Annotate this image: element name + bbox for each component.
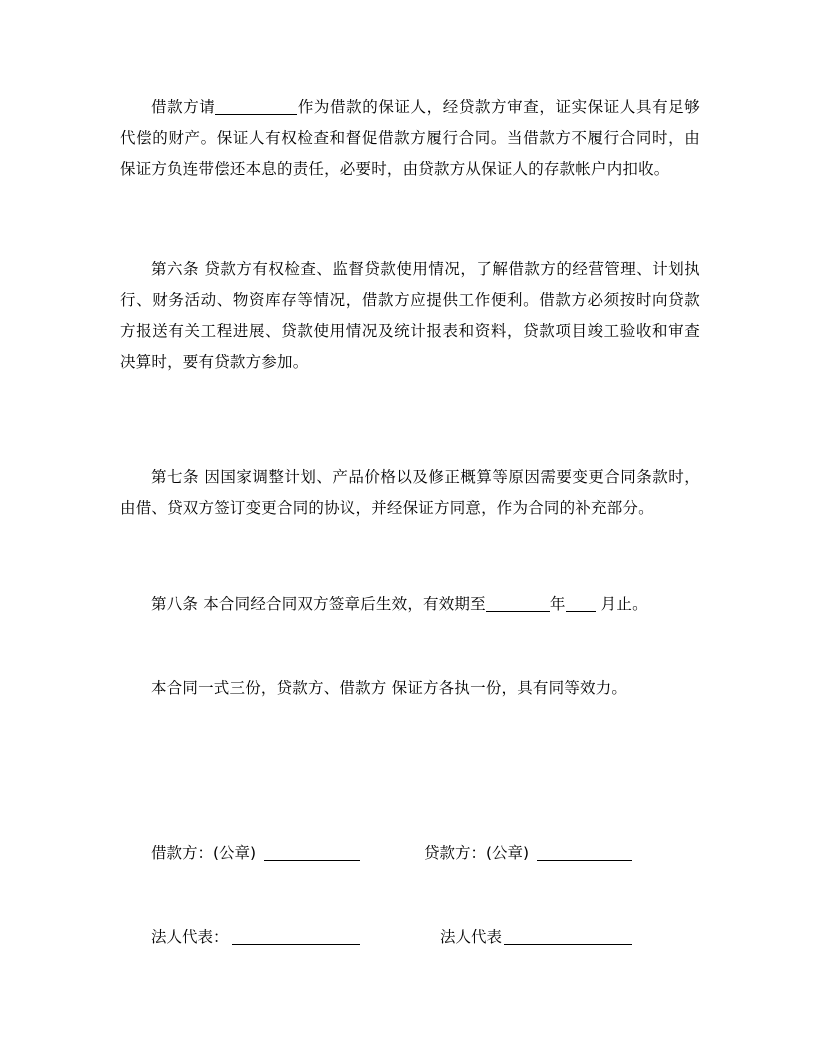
article-6: 第六条 贷款方有权检查、监督贷款使用情况，了解借款方的经营管理、计划执行、财务活动、物资库存等情况，借款方应提供工作便利。借款方必须按时向贷款方报送有关工程进展、贷款使用情况及统计报表和资料，贷款项目竣工验收和审查决算时，要有贷款方参加。 — [120, 260, 700, 371]
guarantor-text-rest: 作为借款的保证人，经贷款方审查，证实保证人具有足够代偿的财产。保证人有权检查和督促借款方履行合同。当借款方不履行合同时，由保证方负连带偿还本息的责任，必要时，由贷款方从保证人的存款帐户内扣收。 — [120, 98, 700, 178]
borrower-rep-line — [232, 944, 360, 945]
article-7: 第七条 因国家调整计划、产品价格以及修正概算等原因需要变更合同条款时，由借、贷双方签订变更合同的协议，并经保证方同意，作为合同的补充部分。 — [120, 468, 700, 517]
lender-seal-line — [537, 860, 632, 861]
year-label: 年 — [549, 595, 566, 613]
lender-rep-line — [504, 944, 632, 945]
guarantor-name-blank — [215, 96, 297, 115]
lender-seal-label: 贷款方：(公章) — [424, 844, 530, 862]
expiry-year-blank — [486, 593, 550, 612]
borrower-rep-label: 法人代表： — [151, 928, 229, 946]
lender-rep-label: 法人代表 — [440, 928, 503, 946]
article-8-text: 第八条 本合同经合同双方签章后生效，有效期至 — [151, 595, 486, 613]
month-label: 月止。 — [595, 595, 648, 613]
expiry-month-blank — [566, 593, 596, 612]
borrower-seal-label: 借款方：(公章) — [151, 844, 257, 862]
copies-clause: 本合同一式三份，贷款方、借款方 保证方各执一份，具有同等效力。 — [151, 679, 628, 697]
borrower-seal-line — [264, 860, 360, 861]
guarantor-text-start: 借款方请 — [151, 98, 216, 116]
guarantor-paragraph — [120, 92, 700, 185]
article-8 — [120, 589, 700, 620]
